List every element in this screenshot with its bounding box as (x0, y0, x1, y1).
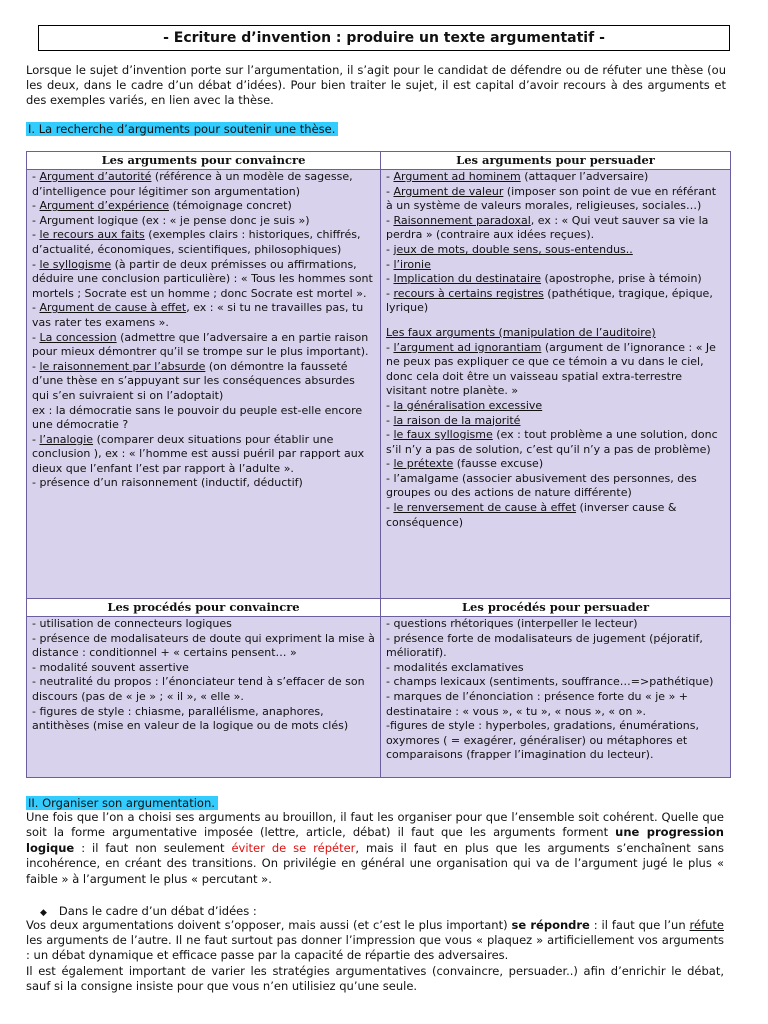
list-item: - jeux de mots, double sens, sous-entendus.. (386, 242, 633, 256)
list-item: - le renversement de cause à effet (inverser cause & conséquence) (386, 501, 677, 529)
list-item: - figures de style : chiasme, parallélisme, anaphores, antithèses (mise en valeur de la logique ou de mots clés) (32, 704, 349, 733)
list-item: - La concession (admettre que l’adversaire a en partie raison pour mieux démontrer qu’il se trompe sur le plus important). (32, 330, 369, 359)
list-item: - recours à certains registres (pathétique, tragique, épique, lyrique) (386, 286, 713, 315)
procedes-convaincre-list (32, 617, 375, 734)
conv-list (32, 170, 375, 491)
diamond-bullet-icon: ◆ (40, 908, 47, 918)
list-item: - la généralisation excessive (386, 398, 543, 412)
para2-text-d: , mais il faut en plus que les arguments s’enchaînent sans incohérence, en créant des transitions. On privilégie en général une organisation qui va de l’argument jugé le plus « faible » à l’argument le plus « percutant ». (26, 840, 724, 886)
cell-arguments-convaincre (27, 170, 381, 599)
list-item: ex : la démocratie sans le pouvoir du peuple est-elle encore une démocratie ? (32, 403, 363, 432)
list-item: - Argument de cause à effet, ex : « si tu ne travailles pas, tu vas rater tes examens ». (32, 301, 364, 329)
para3-bold: se répondre (511, 918, 590, 932)
intro-paragraph: Lorsque le sujet d’invention porte sur l’argumentation, il s’agit pour le candidat de défendre ou de réfuter une thèse (ou les deux, dans le cadre d’un débat d’idées). Pour bien traiter le sujet, il est capital d’avoir recours à des arguments et des exemples variés, en lien avec la thèse. (26, 63, 726, 107)
list-item: - le raisonnement par l’absurde (on démontre la fausseté d’une thèse en s’appuyant sur les conséquences absurdes qui s’en suivraient si on l’adoptait) (32, 359, 355, 402)
para3-text-a: Vos deux argumentations doivent s’opposer, mais aussi (et c’est le plus important) (26, 918, 512, 932)
bullet-text: Dans le cadre d’un débat d’idées : (58, 904, 257, 918)
cell-procedes-convaincre (27, 617, 381, 778)
faux-list (386, 341, 725, 531)
header-procedes-convaincre: Les procédés pour convaincre (27, 599, 381, 617)
debat-paragraph (26, 918, 724, 994)
list-item: - questions rhétoriques (interpeller le lecteur) (386, 617, 638, 630)
list-item: - modalités exclamatives (386, 660, 524, 674)
list-item: - Argument ad hominem (attaquer l’adversaire) (386, 170, 649, 183)
page-title: - Ecriture d’invention : produire un texte argumentatif - (38, 25, 730, 51)
para3-text-c: : il faut que l’un (589, 918, 690, 932)
list-item: - présence forte de modalisateurs de jugement (péjoratif, mélioratif). (386, 631, 703, 660)
list-item: - présence d’un raisonnement (inductif, déductif) (32, 476, 303, 490)
list-item: - utilisation de connecteurs logiques (32, 617, 232, 630)
list-item: - la raison de la majorité (386, 413, 521, 427)
para2-red: éviter de se répéter (231, 840, 356, 855)
list-item: -figures de style : hyperboles, gradations, énumérations, oxymores ( = exagérer, généraliser) ou métaphores et comparaisons (frapper l’imagination du lecteur). (386, 719, 699, 762)
para2-text-c: : il faut non seulement (74, 840, 232, 855)
para3-underline: réfute (689, 918, 724, 932)
arguments-table (26, 151, 731, 778)
cell-procedes-persuader (381, 617, 731, 778)
list-item: - l’argument ad ignorantiam (argument de l’ignorance : « Je ne peux pas expliquer ce que ce témoin a vu dans le ciel, donc cela doit être un vaisseau spatial extra-terrestre visitant notre planète. » (386, 340, 716, 398)
header-procedes-persuader: Les procédés pour persuader (381, 599, 731, 617)
list-item: - l’ironie (386, 257, 431, 271)
list-item: - champs lexicaux (sentiments, souffrance…=>pathétique) (386, 675, 714, 689)
header-persuader: Les arguments pour persuader (381, 152, 731, 170)
header-convaincre: Les arguments pour convaincre (27, 152, 381, 170)
procedes-persuader-list (386, 617, 725, 763)
list-item: - le faux syllogisme (ex : tout problème a une solution, donc s’il n’y a pas de solution, c’est qu’il n’y a pas de problème) (386, 428, 718, 456)
list-item: - Argument de valeur (imposer son point de vue en référant à un système de valeurs morales, religieuses, sociales…) (386, 184, 717, 213)
list-item: - le recours aux faits (exemples clairs : historiques, chiffrés, d’actualité, économiques, scientifiques, philosophiques) (32, 228, 361, 256)
list-item: - présence de modalisateurs de doute qui expriment la mise à distance : conditionnel + « certains pensent… » (32, 631, 375, 660)
list-item: - l’analogie (comparer deux situations pour établir une conclusion ), ex : « l’homme est aussi puéril par rapport aux dieux que l’enfant l’est par rapport à l’adulte ». (32, 432, 365, 475)
list-item: - Argument logique (ex : « je pense donc je suis ») (32, 213, 310, 227)
cell-arguments-persuader (381, 170, 731, 599)
section-heading-2: II. Organiser son argumentation. (26, 796, 218, 810)
para3-text-e: Il est également important de varier les stratégies argumentatives (convaincre, persuader..) afin d’enrichir le débat, sauf si la consigne insiste pour que vous n’en utilisiez qu’une seule. (26, 963, 724, 993)
para3-text-d: les arguments de l’autre. Il ne faut surtout pas donner l’impression que vous « plaquez » artificiellement vos arguments : un débat dynamique et efficace passe par la capacité de répartie des adversaires. (26, 933, 724, 963)
list-item: - Argument d’expérience (témoignage concret) (32, 199, 292, 213)
organisation-paragraph (26, 810, 724, 887)
list-item: - Argument d’autorité (référence à un modèle de sagesse, d’intelligence pour légitimer son argumentation) (32, 170, 353, 198)
para2-bold: une progression logique (26, 825, 724, 855)
list-item: - l’amalgame (associer abusivement des personnes, des groupes ou des actions de nature différente) (386, 471, 697, 500)
list-item: - le prétexte (fausse excuse) (386, 457, 544, 471)
para2-text-a: Une fois que l’on a choisi ses arguments au brouillon, il faut les organiser pour que l’ensemble soit cohérent. Quelle que soit la forme argumentative imposée (lettre, article, débat) il faut que les arguments forment (26, 810, 724, 840)
list-item: - marques de l’énonciation : présence forte du « je » + destinataire : « vous », « tu », « nous », « on ». (386, 689, 689, 718)
list-item: - le syllogisme (à partir de deux prémisses ou affirmations, déduire une conclusion particulière) : « Tous les hommes sont mortels ; Socrate est un homme ; donc Socrate est mortel ». (32, 257, 373, 300)
pers-list (386, 170, 725, 316)
list-item: - neutralité du propos : l’énonciateur tend à s’effacer de son discours (pas de « je » ; « il », « elle ». (32, 675, 365, 703)
list-item: - Implication du destinataire (apostrophe, prise à témoin) (386, 272, 702, 286)
list-item: - Raisonnement paradoxal, ex : « Qui veut sauver sa vie la perdra » (contraire aux idées reçues). (386, 213, 709, 242)
section-heading-1: I. La recherche d’arguments pour soutenir une thèse. (26, 122, 338, 136)
faux-arguments-title: Les faux arguments (manipulation de l’auditoire) (386, 325, 656, 339)
list-item: - modalité souvent assertive (32, 660, 189, 674)
